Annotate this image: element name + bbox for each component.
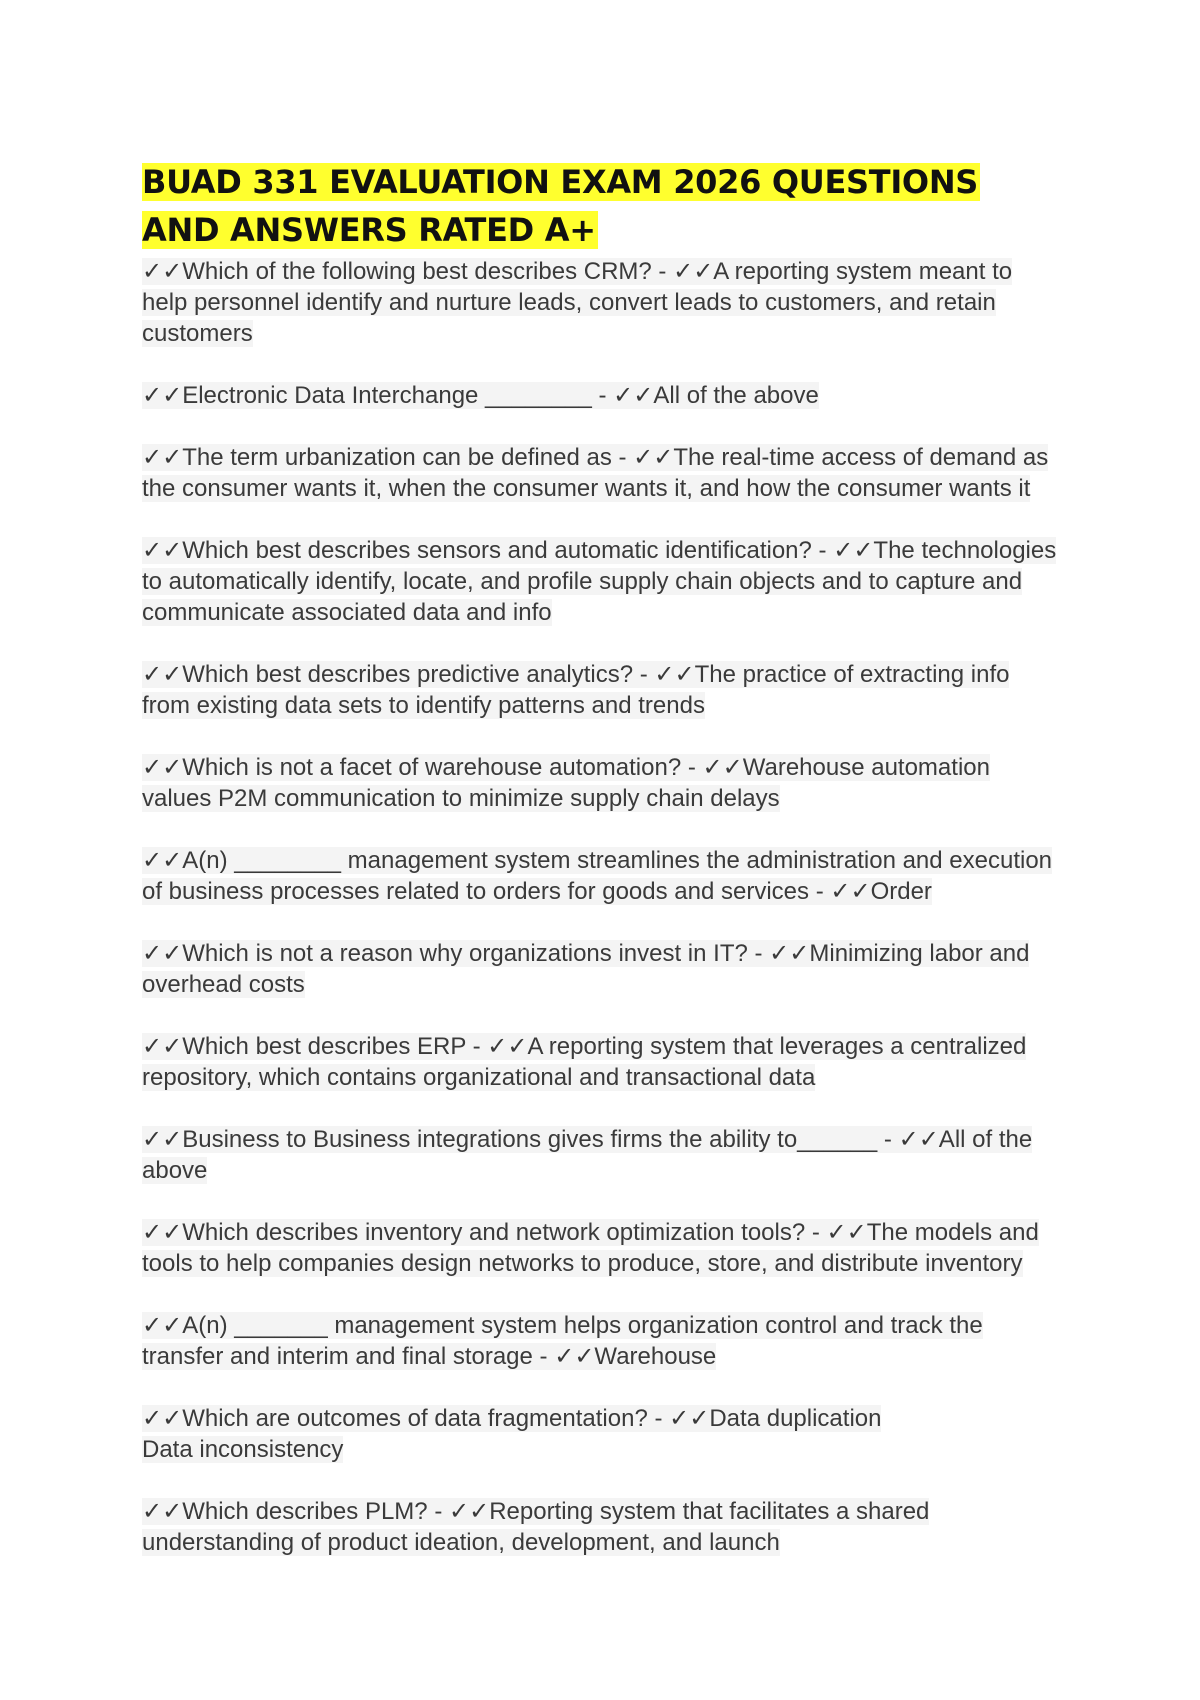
- qa-item: ✓✓Which describes PLM? - ✓✓Reporting system that facilitates a shared understanding of product ideation, development, and launch: [142, 1498, 930, 1556]
- document-content: [142, 158, 1062, 1589]
- qa-item: ✓✓Which are outcomes of data fragmentation? - ✓✓Data duplication Data inconsistency: [142, 1405, 882, 1463]
- qa-item: ✓✓Which is not a reason why organizations invest in IT? - ✓✓Minimizing labor and overhead costs: [142, 940, 1030, 998]
- qa-item: ✓✓A(n) ________ management system streamlines the administration and execution of business processes related to orders for goods and services - ✓✓Order: [142, 847, 1053, 905]
- document-title: [142, 158, 1062, 254]
- qa-item: ✓✓Business to Business integrations gives firms the ability to______ - ✓✓All of the above: [142, 1126, 1033, 1184]
- qa-item: ✓✓Which is not a facet of warehouse automation? - ✓✓Warehouse automation values P2M communication to minimize supply chain delays: [142, 754, 990, 812]
- qa-item: ✓✓Which best describes predictive analytics? - ✓✓The practice of extracting info from existing data sets to identify patterns and trends: [142, 661, 1010, 719]
- qa-item: ✓✓Which best describes ERP - ✓✓A reporting system that leverages a centralized repository, which contains organizational and transactional data: [142, 1033, 1027, 1091]
- qa-item: ✓✓Electronic Data Interchange ________ - ✓✓All of the above: [142, 382, 819, 409]
- qa-item: ✓✓Which describes inventory and network optimization tools? - ✓✓The models and tools to help companies design networks to produce, store, and distribute inventory: [142, 1219, 1039, 1277]
- title-highlight: BUAD 331 EVALUATION EXAM 2026 QUESTIONS AND ANSWERS RATED A+: [142, 163, 979, 249]
- qa-item: ✓✓Which best describes sensors and automatic identification? - ✓✓The technologies to automatically identify, locate, and profile supply chain objects and to capture and communicate associated data and info: [142, 537, 1057, 626]
- qa-item: ✓✓Which of the following best describes CRM? - ✓✓A reporting system meant to help personnel identify and nurture leads, convert leads to customers, and retain customers: [142, 258, 1013, 347]
- qa-item: ✓✓A(n) _______ management system helps organization control and track the transfer and interim and final storage - ✓✓Warehouse: [142, 1312, 983, 1370]
- qa-item: ✓✓The term urbanization can be defined as - ✓✓The real-time access of demand as the consumer wants it, when the consumer wants it, and how the consumer wants it: [142, 444, 1049, 502]
